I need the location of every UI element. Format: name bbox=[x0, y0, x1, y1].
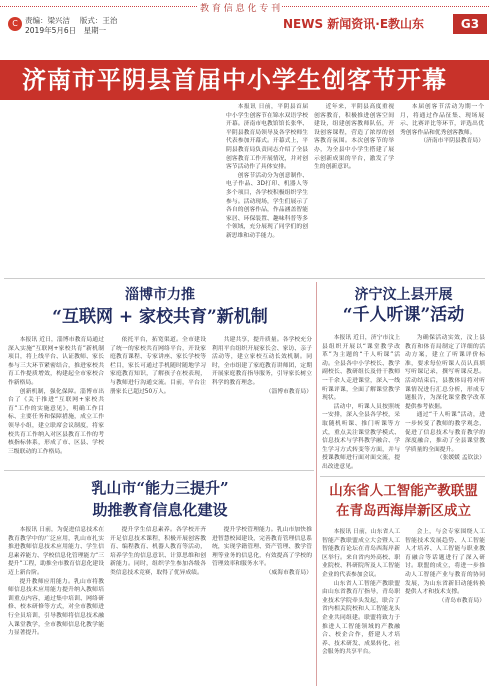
article2-para: 依托平台，拓宽渠道。全市建设了统一的家校共育网络平台，开设家庭教育课程、专家讲座、家长学校等栏目，家长可通过手机随时随地学习家庭教育知识，了解孩子在校表现，与教师进行沟通交流。目前，平台注册家长已超过50万人。 bbox=[110, 337, 206, 395]
edition-info bbox=[25, 16, 117, 36]
article2-headline-line1: 淄博市力推 bbox=[125, 287, 195, 303]
article5-col1 bbox=[8, 526, 104, 686]
section-title: 教 育 信 息 化 专 刊 bbox=[198, 1, 282, 14]
article1-para: 创客节活动分为创意制作、电子作品、3D打印、机器人等多个项目，各学校积极组织学生参与。活动现场，学生们展示了各自的创客作品，作品涵盖智能家居、环保装置、趣味科普等多个领域，充分展现了同学们的创新思维和动手能力。 bbox=[226, 172, 308, 239]
article4-para: 山东省人工智能产教联盟由山东省教育厅指导，青岛职业技术学院牵头发起，联合了省内相关院校和人工智能龙头企业共同组建。联盟将致力于推进人工智能领域的产教融合、校企合作，搭建人才培养、技术研发、成果转化、社会服务的共享平台。 bbox=[322, 580, 400, 656]
article5-para: 本报讯 日前，为促进信息技术在教育教学中的广泛应用，乳山市扎实推进教师信息技术应用能力、学生信息素养能力、学校信息化管理能力“三提升”工程，助推全市教育信息化建设迈上新台阶。 bbox=[8, 527, 104, 576]
article2-headline-line2: “互联网 + 家校共育”新机制 bbox=[52, 307, 268, 327]
article1-para: 近年来，平阴县高度重视创客教育，积极推进创客空间建设，组建创客教师队伍，开设创客课程，营造了浓厚的创客教育氛围。本次创客节的举办，为全县中小学生搭建了展示创新成果的平台，激发了学生的创新意识。 bbox=[314, 104, 394, 171]
lead-headline-banner bbox=[0, 60, 489, 100]
issue-date: 2019年5月6日 星期一 bbox=[25, 26, 107, 35]
article5-para: 提升教师应用能力。乳山市将教师信息技术应用能力提升纳入教师培训重点内容，通过集中培训、网络研修、校本研修等方式，对全市教师进行全员培训，引导教师将信息技术融入课堂教学，全市教师信息化教学能力显著提升。 bbox=[8, 578, 104, 637]
article3-headline-line2: “千人听课”活动 bbox=[342, 305, 465, 325]
article3-byline: （张媛媛 孟钦法） bbox=[436, 455, 485, 462]
page-number-badge: G3 bbox=[453, 14, 487, 34]
section-divider bbox=[4, 470, 314, 471]
article4-para: 本报讯 日前，山东省人工智能产教联盟成立大会暨人工智能教育论坛在青岛西海岸新区举行。来自省内外高校、职业院校、科研院所及人工智能企业的代表参加会议。 bbox=[322, 529, 400, 578]
page-header bbox=[0, 14, 489, 46]
article5-col2 bbox=[110, 526, 206, 686]
article1-col3 bbox=[400, 103, 484, 273]
editor-info: 责编：梁兴洁 版式：王治 bbox=[25, 16, 118, 25]
article4-byline: （青岛市教育局） bbox=[438, 597, 485, 604]
article3-para: 本报讯 近日，济宁市汶上县组织开展以“课堂教学改革”为主题的“千人听课”活动。全县各中小学校长、教学副校长、教研组长及骨干教师一千余人走进课堂，深入一线听课评课，全面了解课堂教学现状。 bbox=[322, 335, 400, 402]
article3-para: 活动中，听课人员按照统一安排，深入全县各学校，采取随机听课、推门听课等方式，重点关注课堂教学模式、信息技术与学科教学融合、学生学习方式转变等方面，并与授课教师进行面对面交流，提出改进意见。 bbox=[322, 403, 400, 470]
article3-para: 为确保活动实效，汶上县教育和体育局制定了详细的活动方案，建立了听课评价标准，要求每位听课人员认真填写听课记录，撰写听课反思。活动结束后，县教体局将对听课情况进行汇总分析，形成专题报告，为深化课堂教学改革提供参考依据。 bbox=[405, 335, 485, 410]
newspaper-logo-icon: C bbox=[8, 17, 22, 31]
article2-para: 共建共享，提升质量。各学校充分利用平台组织开展家长会、家访、亲子活动等，建立家校互动长效机制。同时，全市组建了家庭教育讲师团，定期开展家庭教育指导服务，引导家长树立科学的教育理念。 bbox=[212, 337, 312, 386]
article1-col1 bbox=[226, 103, 308, 273]
section-divider bbox=[320, 476, 485, 477]
article2-para: 创新机制，强化保障。淄博市出台了《关于推进“互联网+家校共育”工作的实施意见》，明确工作目标、主要任务和保障措施，成立工作领导小组，建立联席会议制度，将家校共育工作纳入对区县教育工作的考核指标体系，形成了市、区县、学校三级联动的工作格局。 bbox=[8, 388, 104, 455]
article4-para: 会上，与会专家围绕人工智能技术发展趋势、人工智能人才培养、人工智能与职业教育融合等话题进行了深入研讨。联盟的成立，将进一步推动人工智能产业与教育的协同发展，为山东省新旧动能转换提供人才和技术支撑。 bbox=[405, 529, 485, 596]
article5-para: 提升学校管理能力。乳山市加快推进智慧校园建设，完善教育管理信息系统，实现学籍管理、资产管理、教学管理等业务的信息化，有效提高了学校的管理效率和服务水平。 bbox=[212, 527, 312, 568]
article3-col2 bbox=[405, 334, 485, 472]
article5-headline-line1: 乳山市“能力三提升” bbox=[91, 479, 229, 497]
article5-para: 提升学生信息素养。各学校开齐开足信息技术课程，积极开展创客教育、编程教育、机器人教育等活动，培养学生的信息意识、计算思维和创新能力。同时，组织学生参加各级各类信息技术竞赛，取得了优异成绩。 bbox=[110, 527, 206, 576]
section-banner bbox=[0, 0, 489, 14]
article3-para: 通过“千人听课”活动，进一步转变了教师的教学观念，促进了信息技术与教育教学的深度融合，推动了全县课堂教学质量的全面提升。 bbox=[405, 412, 485, 453]
article4-headline-line1: 山东省人工智能产教联盟 bbox=[329, 483, 478, 499]
article2-col1 bbox=[8, 336, 104, 464]
article1-byline: （济南市平阴县教育局） bbox=[420, 138, 484, 145]
article1-col2 bbox=[314, 103, 394, 273]
lead-headline: 济南市平阴县首届中小学生创客节开幕 bbox=[22, 65, 447, 94]
article4-col1 bbox=[322, 528, 400, 686]
article5-headline-line2: 助推教育信息化建设 bbox=[92, 501, 228, 519]
article2-byline: （淄博市教育局） bbox=[265, 388, 312, 395]
column-name: NEWS 新闻资讯·E教山东 bbox=[283, 17, 425, 31]
article2-col2 bbox=[110, 336, 206, 464]
article1-para: 本报讯 日前，平阴县首届中小学生创客节在锦水双语学校开幕。济南市电教馆馆长张华、平阴县教育局领导及各学校师生代表参加开幕式。开幕式上，平阴县教育局负责同志介绍了全县创客教育工作开展情况，并对创客节活动作了具体安排。 bbox=[226, 104, 308, 171]
article5-col3 bbox=[212, 526, 312, 686]
article4-headline-line2: 在青岛西海岸新区成立 bbox=[336, 503, 471, 519]
article4-col2 bbox=[405, 528, 485, 686]
article2-para: 本报讯 近日，淄博市教育局通过深入实施“互联网+家校共育”新机制项目，将上线平台、认证教师、家长参与三大环节紧密结合，推进家校共育工作提质增效，构建起全市家校合作新格局。 bbox=[8, 337, 104, 386]
section-divider bbox=[4, 278, 485, 279]
article5-byline: （威海市教育局） bbox=[265, 569, 312, 576]
article1-para: 本届创客节活动为期一个月，将通过作品征集、现场展示、比赛评比等环节，评选出优秀创客作品和优秀创客教师。 bbox=[400, 104, 484, 136]
article3-headline-line1: 济宁汶上县开展 bbox=[354, 287, 453, 303]
article2-col3 bbox=[212, 336, 312, 464]
article3-col1 bbox=[322, 334, 400, 472]
column-divider bbox=[316, 282, 317, 686]
